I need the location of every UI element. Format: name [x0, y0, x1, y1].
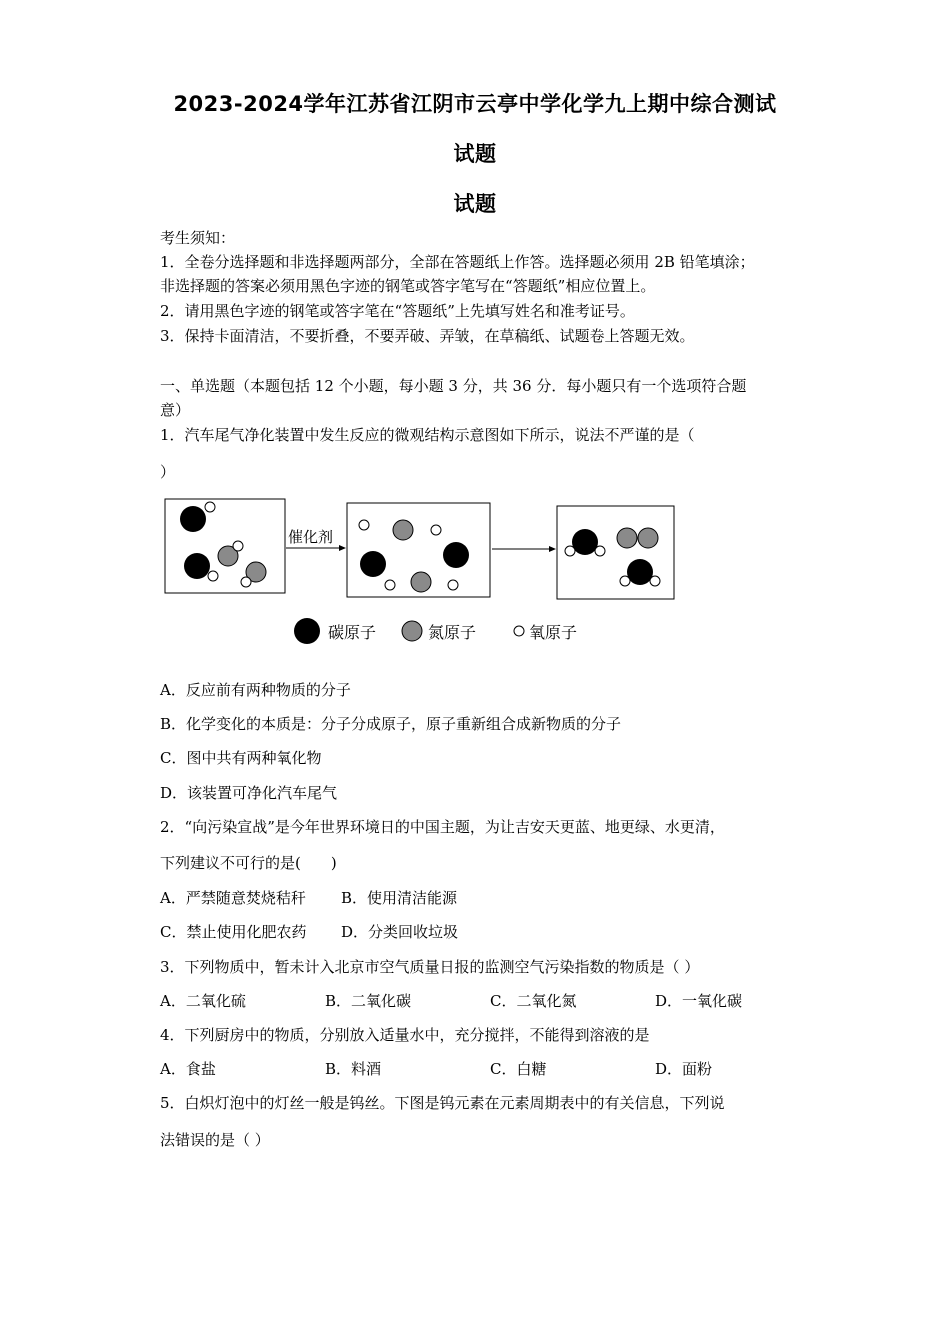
- q5-stem-b: 法错误的是（ ）: [160, 1131, 270, 1149]
- reaction-diagram: [0, 490, 950, 660]
- legend-carbon-swatch: [294, 618, 320, 644]
- q2-stem-a: 2．“向污染宣战”是今年世界环境日的中国主题，为让吉安天更蓝、地更绿、水更清，: [160, 818, 725, 836]
- q3-option-d: D．一氧化碳: [655, 992, 743, 1010]
- q2-option-c: C．禁止使用化肥农药: [160, 923, 307, 941]
- legend-oxygen-label: 氧原子: [529, 623, 578, 642]
- q2-stem-b: 下列建议不可行的是( ): [160, 854, 337, 872]
- section-heading-a: 一、单选题（本题包括 12 个小题，每小题 3 分，共 36 分．每小题只有一个选项符合题: [160, 377, 747, 395]
- co-molecule: [184, 553, 218, 581]
- carbon-atom: [360, 551, 386, 577]
- q3-option-b: B．二氧化碳: [325, 992, 412, 1010]
- q1-option-c: C．图中共有两种氧化物: [160, 749, 322, 767]
- notice-item-1b: 非选择题的答案必须用黑色字迹的钢笔或答字笔写在“答题纸”相应位置上。: [160, 277, 656, 295]
- legend-carbon-label: 碳原子: [328, 623, 377, 642]
- q4-options: [160, 1059, 820, 1079]
- oxygen-atom: [431, 525, 441, 535]
- legend-nitrogen-label: 氮原子: [428, 623, 477, 642]
- q4-option-a: A．食盐: [160, 1060, 216, 1078]
- title-line-1: 2023-2024学年江苏省江阴市云亭中学化学九上期中综合测试: [173, 92, 777, 116]
- section-heading-b: 意）: [160, 401, 191, 419]
- no-molecule: [218, 541, 243, 566]
- oxygen-atom: [448, 580, 458, 590]
- catalyst-label: 催化剂: [288, 528, 334, 546]
- q3-option-c: C．二氧化氮: [490, 992, 577, 1010]
- q2-options-row-1: [160, 888, 820, 908]
- notice-item-1a: 1．全卷分选择题和非选择题两部分，全部在答题纸上作答。选择题必须用 2B 铅笔填涂；: [160, 253, 755, 271]
- notice-item-2: 2．请用黑色字迹的钢笔或答字笔在“答题纸”上先填写姓名和准考证号。: [160, 302, 635, 320]
- nitrogen-atom: [393, 520, 413, 540]
- co2-molecule: [620, 559, 660, 586]
- title-line-3: 试题: [453, 192, 497, 216]
- q4-option-c: C．白糖: [490, 1060, 547, 1078]
- legend-nitrogen-swatch: [402, 621, 422, 641]
- q4-option-d: D．面粉: [655, 1060, 713, 1078]
- q2-option-b: B．使用清洁能源: [341, 889, 458, 907]
- q4-stem: 4．下列厨房中的物质，分别放入适量水中，充分搅拌，不能得到溶液的是: [160, 1026, 650, 1044]
- q2-option-a: A．严禁随意焚烧秸秆: [160, 889, 306, 907]
- q5-stem-a: 5．白炽灯泡中的灯丝一般是钨丝。下图是钨元素在元素周期表中的有关信息，下列说: [160, 1094, 725, 1112]
- q4-option-b: B．料酒: [325, 1060, 382, 1078]
- q1-stem-a: 1．汽车尾气净化装置中发生反应的微观结构示意图如下所示，说法不严谨的是（: [160, 426, 695, 444]
- q3-stem: 3．下列物质中，暂未计入北京市空气质量日报的监测空气污染指数的物质是（ ）: [160, 958, 700, 976]
- oxygen-atom: [385, 580, 395, 590]
- q1-stem-b: ）: [160, 463, 176, 481]
- notice-item-3: 3．保持卡面清洁，不要折叠，不要弄破、弄皱，在草稿纸、试题卷上答题无效。: [160, 327, 695, 345]
- co-molecule: [180, 502, 215, 532]
- co2-molecule: [565, 529, 605, 556]
- oxygen-atom: [359, 520, 369, 530]
- q3-options: [160, 991, 820, 1011]
- legend-oxygen-swatch: [514, 626, 524, 636]
- q2-options-row-2: [160, 922, 820, 942]
- q1-option-a: A．反应前有两种物质的分子: [160, 681, 351, 699]
- nitrogen-atom: [411, 572, 431, 592]
- q1-option-b: B．化学变化的本质是：分子分成原子，原子重新组合成新物质的分子: [160, 715, 622, 733]
- carbon-atom: [443, 542, 469, 568]
- q2-option-d: D．分类回收垃圾: [341, 923, 459, 941]
- notice-heading: 考生须知：: [160, 229, 236, 247]
- q1-option-d: D．该装置可净化汽车尾气: [160, 784, 338, 802]
- q3-option-a: A．二氧化硫: [160, 992, 246, 1010]
- title-line-2: 试题: [453, 142, 497, 166]
- no-molecule: [241, 562, 266, 587]
- n2-molecule: [617, 528, 658, 548]
